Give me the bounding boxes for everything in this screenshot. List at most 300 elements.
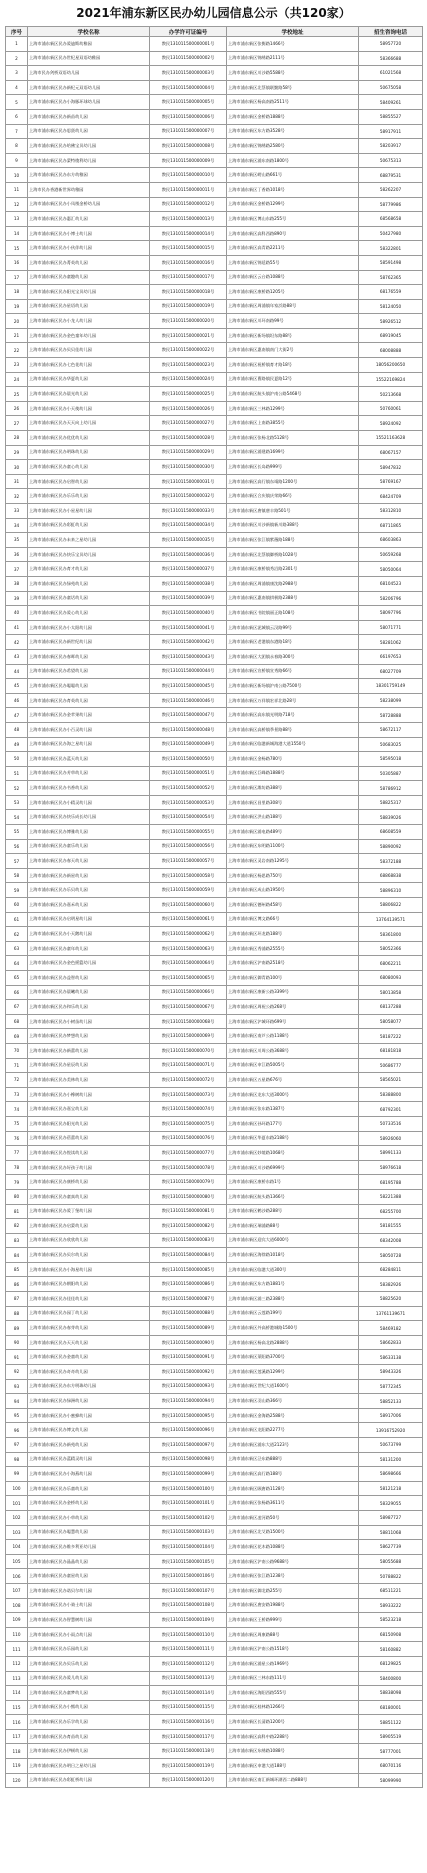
cell-license-number: 教民131011500000041号 — [150, 620, 227, 635]
table-row — [6, 489, 423, 504]
cell-address: 上海市浦东新区锦延路55号 — [227, 255, 359, 270]
cell-school-name: 上海市浦东新区民办星语幼儿园 — [28, 299, 150, 314]
cell-address: 上海市浦东新区浦东南路1800号 — [227, 153, 359, 168]
cell-phone: 58221388 — [359, 1189, 423, 1204]
table-row — [6, 1321, 423, 1336]
cell-school-name: 上海市浦东新区民办美林幼儿园 — [28, 1073, 150, 1088]
table-row — [6, 387, 423, 402]
cell-license-number: 教民131011500000027号 — [150, 416, 227, 431]
cell-address: 上海市浦东新区唐安路1988号 — [227, 1598, 359, 1613]
cell-license-number: 教民131011500000047号 — [150, 708, 227, 723]
cell-phone: 50760061 — [359, 401, 423, 416]
cell-phone: 58924092 — [359, 416, 423, 431]
table-row — [6, 883, 423, 898]
cell-phone: 50686777 — [359, 1058, 423, 1073]
table-row — [6, 1233, 423, 1248]
table-row — [6, 1613, 423, 1628]
cell-index: 88 — [6, 1306, 28, 1321]
cell-address: 上海市浦东新区凌河路50号 — [227, 1510, 359, 1525]
cell-license-number: 教民131011500000052号 — [150, 781, 227, 796]
cell-school-name: 上海市浦东新区民办童话幼儿园 — [28, 591, 150, 606]
cell-address: 上海市浦东新区莲溪路1299号 — [227, 1365, 359, 1380]
cell-license-number: 教民131011500000097号 — [150, 1438, 227, 1453]
cell-phone: 58917911 — [359, 124, 423, 139]
cell-school-name: 上海市浦东新区民办晨曦幼儿园 — [28, 985, 150, 1000]
cell-license-number: 教民131011500000042号 — [150, 635, 227, 650]
table-row — [6, 1131, 423, 1146]
cell-index: 20 — [6, 314, 28, 329]
cell-license-number: 教民131011500000005号 — [150, 95, 227, 110]
cell-license-number: 教民131011500000120号 — [150, 1773, 227, 1788]
cell-index: 1 — [6, 37, 28, 52]
cell-index: 100 — [6, 1481, 28, 1496]
cell-address: 上海市浦东新区世纪大道1600号 — [227, 1379, 359, 1394]
table-row — [6, 781, 423, 796]
cell-index: 57 — [6, 854, 28, 869]
cell-address: 上海市浦东新区浦三路2388号 — [227, 1292, 359, 1307]
cell-index: 104 — [6, 1540, 28, 1555]
cell-index: 76 — [6, 1131, 28, 1146]
cell-phone: 50675313 — [359, 153, 423, 168]
cell-phone: 68070116 — [359, 1759, 423, 1774]
cell-index: 119 — [6, 1759, 28, 1774]
cell-address: 上海市浦东新区顾唐路1128号 — [227, 1481, 359, 1496]
table-row — [6, 1569, 423, 1584]
cell-license-number: 教民131011500000022号 — [150, 343, 227, 358]
cell-phone: 15521163628 — [359, 431, 423, 446]
cell-index: 40 — [6, 606, 28, 621]
cell-address: 上海市浦东新区张江路1238号 — [227, 1569, 359, 1584]
cell-index: 34 — [6, 518, 28, 533]
cell-index: 30 — [6, 460, 28, 475]
cell-address: 上海市浦东新区王桥路999号 — [227, 1613, 359, 1628]
table-row — [6, 270, 423, 285]
cell-phone: 13761139671 — [359, 1306, 423, 1321]
table-row — [6, 1627, 423, 1642]
cell-license-number: 教民131011500000098号 — [150, 1452, 227, 1467]
cell-phone: 58388800 — [359, 1087, 423, 1102]
cell-license-number: 教民131011500000001号 — [150, 37, 227, 52]
cell-index: 25 — [6, 387, 28, 402]
cell-phone: 58769167 — [359, 474, 423, 489]
cell-phone: 58957720 — [359, 37, 423, 52]
cell-phone: 58013858 — [359, 985, 423, 1000]
table-row — [6, 124, 423, 139]
cell-phone: 68180001 — [359, 1700, 423, 1715]
table-row — [6, 679, 423, 694]
cell-license-number: 教民131011500000015号 — [150, 241, 227, 256]
cell-address: 上海市浦东新区莱阳路3700号 — [227, 1350, 359, 1365]
cell-phone: 58409261 — [359, 95, 423, 110]
cell-license-number: 教民131011500000064号 — [150, 956, 227, 971]
table-row — [6, 504, 423, 519]
cell-index: 9 — [6, 153, 28, 168]
cell-school-name: 上海市浦东新区民办贝乐幼儿园 — [28, 1656, 150, 1671]
cell-school-name: 上海市浦东新区民办育苗幼儿园 — [28, 1729, 150, 1744]
cell-index: 114 — [6, 1686, 28, 1701]
cell-address: 上海市浦东新区三林东路111号 — [227, 1671, 359, 1686]
cell-phone: 58181555 — [359, 1219, 423, 1234]
cell-phone: 58991133 — [359, 1146, 423, 1161]
cell-school-name: 上海市浦东新区民办欣欣幼儿园 — [28, 1233, 150, 1248]
cell-license-number: 教民131011500000065号 — [150, 971, 227, 986]
table-row — [6, 810, 423, 825]
column-header-index: 序号 — [6, 27, 28, 37]
table-row — [6, 1744, 423, 1759]
cell-license-number: 教民131011500000029号 — [150, 445, 227, 460]
cell-address: 上海市浦东新区高行路188号 — [227, 1467, 359, 1482]
table-row — [6, 226, 423, 241]
cell-license-number: 教民131011500000063号 — [150, 941, 227, 956]
table-row — [6, 912, 423, 927]
cell-license-number: 教民131011500000110号 — [150, 1627, 227, 1642]
table-row — [6, 1467, 423, 1482]
cell-address: 上海市浦东新区周浦镇年家浜路88号 — [227, 299, 359, 314]
cell-phone: 58811068 — [359, 1525, 423, 1540]
cell-school-name: 上海市浦东新区民办爱迪斯幼稚园 — [28, 37, 150, 52]
cell-phone: 58058077 — [359, 1014, 423, 1029]
cell-index: 32 — [6, 489, 28, 504]
cell-address: 上海市浦东新区川环南路99号 — [227, 314, 359, 329]
cell-index: 38 — [6, 576, 28, 591]
table-row — [6, 1219, 423, 1234]
table-row — [6, 664, 423, 679]
cell-index: 79 — [6, 1175, 28, 1190]
cell-address: 上海市浦东新区锦绣路2580号 — [227, 139, 359, 154]
cell-phone: 58633138 — [359, 1350, 423, 1365]
cell-phone: 58855527 — [359, 109, 423, 124]
cell-index: 67 — [6, 1000, 28, 1015]
cell-address: 上海市浦东新区老港镇东港路18号 — [227, 635, 359, 650]
cell-address: 上海市浦东新区五星路676号 — [227, 1073, 359, 1088]
cell-school-name: 上海市浦东新区民办奇奇幼儿园 — [28, 1365, 150, 1380]
cell-school-name: 上海市浦东新区民办小海豚环球幼儿园 — [28, 95, 150, 110]
table-row — [6, 985, 423, 1000]
cell-phone: 58762365 — [359, 270, 423, 285]
cell-school-name: 上海市浦东新区民办悦读幼儿园 — [28, 1146, 150, 1161]
cell-address: 上海市浦东新区浦建路1699号 — [227, 445, 359, 460]
cell-address: 上海市浦东新区高科中路2288号 — [227, 1729, 359, 1744]
cell-index: 15 — [6, 241, 28, 256]
table-row — [6, 1379, 423, 1394]
cell-index: 45 — [6, 679, 28, 694]
cell-index: 59 — [6, 883, 28, 898]
table-row — [6, 1116, 423, 1131]
cell-license-number: 教民131011500000025号 — [150, 387, 227, 402]
table-row — [6, 1189, 423, 1204]
cell-address: 上海市浦东新区海阳西路555号 — [227, 1686, 359, 1701]
cell-school-name: 上海市浦东新区民办爱儿幼儿园 — [28, 1671, 150, 1686]
cell-school-name: 上海市浦东新区民办童乐幼儿园 — [28, 839, 150, 854]
table-row — [6, 737, 423, 752]
table-row — [6, 839, 423, 854]
cell-license-number: 教民131011500000046号 — [150, 693, 227, 708]
table-row — [6, 401, 423, 416]
cell-index: 39 — [6, 591, 28, 606]
cell-address: 上海市浦东新区惠南镇拱极路2388号 — [227, 591, 359, 606]
cell-index: 105 — [6, 1554, 28, 1569]
table-row — [6, 1058, 423, 1073]
table-row — [6, 795, 423, 810]
cell-phone: 61021568 — [359, 66, 423, 81]
table-row — [6, 431, 423, 446]
cell-phone: 58121218 — [359, 1481, 423, 1496]
cell-address: 上海市浦东新区金桥路1299号 — [227, 197, 359, 212]
cell-address: 上海市浦东新区巨峰路1888号 — [227, 766, 359, 781]
cell-address: 上海市浦东新区川沙新镇新川路388号 — [227, 518, 359, 533]
cell-address: 上海市浦东新区高科西路890号 — [227, 226, 359, 241]
cell-address: 上海市浦东新区大团镇永春路300号 — [227, 649, 359, 664]
cell-index: 17 — [6, 270, 28, 285]
cell-address: 上海市浦东新区长清路1200号 — [227, 1715, 359, 1730]
table-row — [6, 1773, 423, 1788]
cell-license-number: 教民131011500000101号 — [150, 1496, 227, 1511]
cell-phone: 58926060 — [359, 1131, 423, 1146]
cell-index: 115 — [6, 1700, 28, 1715]
cell-address: 上海市浦东新区三林路1299号 — [227, 401, 359, 416]
cell-phone: 15522169824 — [359, 372, 423, 387]
cell-license-number: 教民131011500000010号 — [150, 168, 227, 183]
cell-index: 99 — [6, 1467, 28, 1482]
cell-license-number: 教民131011500000089号 — [150, 1321, 227, 1336]
cell-license-number: 教民131011500000073号 — [150, 1087, 227, 1102]
cell-school-name: 上海市浦东新区民办乐学幼儿园 — [28, 1715, 150, 1730]
cell-license-number: 教民131011500000061号 — [150, 912, 227, 927]
cell-index: 82 — [6, 1219, 28, 1234]
cell-license-number: 教民131011500000106号 — [150, 1569, 227, 1584]
cell-school-name: 上海市浦东新区民办菁英幼儿园 — [28, 255, 150, 270]
cell-license-number: 教民131011500000114号 — [150, 1686, 227, 1701]
cell-school-name: 上海市浦东新区民办佳佳幼儿园 — [28, 1292, 150, 1307]
cell-index: 87 — [6, 1292, 28, 1307]
cell-school-name: 上海市浦东新区民办乐园幼儿园 — [28, 1642, 150, 1657]
table-row — [6, 460, 423, 475]
cell-address: 上海市浦东新区锦绣路2111号 — [227, 51, 359, 66]
cell-phone: 58728888 — [359, 708, 423, 723]
cell-address: 上海市浦东新区张杨北路5128号 — [227, 431, 359, 446]
table-row — [6, 51, 423, 66]
cell-school-name: 上海市浦东新区民办智慧树幼儿园 — [28, 1613, 150, 1628]
cell-license-number: 教民131011500000057号 — [150, 854, 227, 869]
cell-phone: 68027709 — [359, 664, 423, 679]
cell-address: 上海市浦东新区康桥路1205号 — [227, 285, 359, 300]
cell-address: 上海市浦东新区秀浦路2555号 — [227, 941, 359, 956]
cell-license-number: 教民131011500000086号 — [150, 1277, 227, 1292]
cell-license-number: 教民131011500000066号 — [150, 985, 227, 1000]
cell-school-name: 上海市浦东新区民办快乐宝贝幼儿园 — [28, 547, 150, 562]
cell-school-name: 上海市浦东新区民办益智幼儿园 — [28, 971, 150, 986]
cell-school-name: 上海市浦东新区民办小天鹅幼儿园 — [28, 927, 150, 942]
cell-school-name: 上海市浦东新区民办金桥幼儿园 — [28, 1496, 150, 1511]
table-row — [6, 1510, 423, 1525]
table-row — [6, 1394, 423, 1409]
cell-phone: 58382926 — [359, 1277, 423, 1292]
cell-phone: 58238099 — [359, 693, 423, 708]
table-row — [6, 1000, 423, 1015]
cell-school-name: 上海市浦东新区民办晶晶幼儿园 — [28, 1554, 150, 1569]
cell-license-number: 教民131011500000030号 — [150, 460, 227, 475]
cell-school-name: 上海市浦东新区民办小太阳幼儿园 — [28, 620, 150, 635]
cell-index: 102 — [6, 1510, 28, 1525]
cell-school-name: 上海市浦东新区民办东方明珠幼儿园 — [28, 1379, 150, 1394]
cell-license-number: 教民131011500000003号 — [150, 66, 227, 81]
cell-phone: 58698666 — [359, 1467, 423, 1482]
cell-license-number: 教民131011500000092号 — [150, 1365, 227, 1380]
cell-index: 92 — [6, 1365, 28, 1380]
cell-license-number: 教民131011500000026号 — [150, 401, 227, 416]
cell-address: 上海市浦东新区周浦镇康沈路2988号 — [227, 576, 359, 591]
cell-index: 110 — [6, 1627, 28, 1642]
cell-school-name: 上海市浦东新区民办小百灵幼儿园 — [28, 722, 150, 737]
cell-license-number: 教民131011500000018号 — [150, 285, 227, 300]
cell-index: 51 — [6, 766, 28, 781]
cell-school-name: 上海市浦东新区民办博文幼儿园 — [28, 1423, 150, 1438]
cell-address: 上海市浦东新区沪南路2518号 — [227, 956, 359, 971]
table-row — [6, 1043, 423, 1058]
table-row — [6, 343, 423, 358]
table-row — [6, 197, 423, 212]
cell-phone: 58772345 — [359, 1379, 423, 1394]
cell-phone: 18301759149 — [359, 679, 423, 694]
cell-index: 85 — [6, 1262, 28, 1277]
cell-phone: 68062211 — [359, 956, 423, 971]
cell-school-name: 上海市浦东新区民办小凤凰金桥幼儿园 — [28, 197, 150, 212]
table-row — [6, 576, 423, 591]
table-row — [6, 868, 423, 883]
table-row — [6, 1335, 423, 1350]
cell-phone: 68603863 — [359, 533, 423, 548]
cell-phone: 58097796 — [359, 606, 423, 621]
cell-address: 上海市浦东新区瑞浦路88号 — [227, 1219, 359, 1234]
table-row — [6, 606, 423, 621]
cell-phone: 58777001 — [359, 1744, 423, 1759]
cell-phone: 50673799 — [359, 1438, 423, 1453]
cell-school-name: 上海市浦东新区民办维多利亚幼儿园 — [28, 1540, 150, 1555]
cell-license-number: 教民131011500000075号 — [150, 1116, 227, 1131]
cell-license-number: 教民131011500000074号 — [150, 1102, 227, 1117]
cell-phone: 58052366 — [359, 941, 423, 956]
cell-license-number: 教民131011500000100号 — [150, 1481, 227, 1496]
cell-phone: 58329055 — [359, 1496, 423, 1511]
cell-phone: 58055688 — [359, 1554, 423, 1569]
cell-license-number: 教民131011500000062号 — [150, 927, 227, 942]
table-row — [6, 854, 423, 869]
table-row — [6, 620, 423, 635]
cell-index: 81 — [6, 1204, 28, 1219]
cell-index: 31 — [6, 474, 28, 489]
cell-address: 上海市浦东新区高行镇东靖路1200号 — [227, 474, 359, 489]
cell-license-number: 教民131011500000103号 — [150, 1525, 227, 1540]
cell-address: 上海市浦东新区桂林路1266号 — [227, 1700, 359, 1715]
cell-school-name: 上海市浦东新区民办芳草幼儿园 — [28, 766, 150, 781]
cell-license-number: 教民131011500000115号 — [150, 1700, 227, 1715]
cell-address: 上海市浦东新区丁香路1018号 — [227, 182, 359, 197]
cell-school-name: 上海市浦东新区民办星辰幼儿园 — [28, 1058, 150, 1073]
cell-phone: 58933222 — [359, 1598, 423, 1613]
cell-phone: 68284811 — [359, 1262, 423, 1277]
cell-license-number: 教民131011500000031号 — [150, 474, 227, 489]
cell-address: 上海市浦东新区御北路255号 — [227, 1583, 359, 1598]
table-row — [6, 80, 423, 95]
table-row — [6, 1160, 423, 1175]
cell-school-name: 上海市浦东新区民办阳光宝贝幼儿园 — [28, 285, 150, 300]
cell-school-name: 上海市浦东新区民办童星幼儿园 — [28, 1569, 150, 1584]
cell-license-number: 教民131011500000019号 — [150, 299, 227, 314]
cell-school-name: 上海市浦东新区民办绿苑幼儿园 — [28, 576, 150, 591]
cell-address: 上海市浦东新区杨思路750号 — [227, 868, 359, 883]
cell-phone: 50659268 — [359, 547, 423, 562]
kindergarten-table — [5, 26, 423, 1788]
table-row — [6, 956, 423, 971]
cell-address: 上海市浦东新区唐镇唐丰路501号 — [227, 504, 359, 519]
cell-address: 上海市浦东新区川周公路3688号 — [227, 1043, 359, 1058]
cell-license-number: 教民131011500000036号 — [150, 547, 227, 562]
cell-school-name: 上海市浦东新区民办小海燕幼儿园 — [28, 1467, 150, 1482]
table-row — [6, 1729, 423, 1744]
cell-license-number: 教民131011500000051号 — [150, 766, 227, 781]
cell-phone: 58469182 — [359, 1321, 423, 1336]
cell-license-number: 教民131011500000082号 — [150, 1219, 227, 1234]
table-row — [6, 971, 423, 986]
cell-index: 52 — [6, 781, 28, 796]
cell-phone: 68608559 — [359, 825, 423, 840]
table-row — [6, 241, 423, 256]
cell-address: 上海市浦东新区惠南镇南门大街2号 — [227, 343, 359, 358]
cell-phone: 18056200650 — [359, 358, 423, 373]
cell-index: 58 — [6, 868, 28, 883]
table-row — [6, 1496, 423, 1511]
cell-index: 71 — [6, 1058, 28, 1073]
cell-school-name: 上海市浦东新区民办朝阳幼儿园 — [28, 1277, 150, 1292]
cell-index: 2 — [6, 51, 28, 66]
cell-license-number: 教民131011500000104号 — [150, 1540, 227, 1555]
cell-index: 42 — [6, 635, 28, 650]
cell-index: 13 — [6, 212, 28, 227]
cell-license-number: 教民131011500000118号 — [150, 1744, 227, 1759]
table-row — [6, 314, 423, 329]
cell-address: 上海市浦东新区妙境路1068号 — [227, 1146, 359, 1161]
cell-phone: 50788822 — [359, 1569, 423, 1584]
cell-school-name: 上海市浦东新区民办小橡树幼儿园 — [28, 1087, 150, 1102]
cell-phone: 68342008 — [359, 1233, 423, 1248]
cell-school-name: 上海市浦东新区民办未来之星幼儿园 — [28, 533, 150, 548]
cell-address: 上海市浦东新区北艾路1500号 — [227, 1525, 359, 1540]
cell-school-name: 上海市浦东新区民办博雅幼儿园 — [28, 825, 150, 840]
cell-index: 73 — [6, 1087, 28, 1102]
cell-index: 54 — [6, 810, 28, 825]
cell-address: 上海市浦东新区申港大道188号 — [227, 1759, 359, 1774]
cell-address: 上海市浦东新区崂山路661号 — [227, 168, 359, 183]
cell-school-name: 上海市浦东新区民办晨光幼儿园 — [28, 387, 150, 402]
table-row — [6, 1102, 423, 1117]
cell-phone: 68150908 — [359, 1627, 423, 1642]
cell-phone: 50305887 — [359, 766, 423, 781]
cell-license-number: 教民131011500000012号 — [150, 197, 227, 212]
cell-license-number: 教民131011500000014号 — [150, 226, 227, 241]
cell-phone: 68080093 — [359, 971, 423, 986]
cell-index: 109 — [6, 1613, 28, 1628]
cell-index: 55 — [6, 825, 28, 840]
table-row — [6, 1554, 423, 1569]
cell-address: 上海市浦东新区杨高南路2511号 — [227, 95, 359, 110]
cell-phone: 68195788 — [359, 1175, 423, 1190]
cell-index: 112 — [6, 1656, 28, 1671]
cell-address: 上海市浦东新区昌里路308号 — [227, 795, 359, 810]
cell-phone: 68104523 — [359, 576, 423, 591]
cell-school-name: 上海市浦东新区民办启明星幼儿园 — [28, 912, 150, 927]
cell-phone: 58312810 — [359, 504, 423, 519]
cell-phone: 58322801 — [359, 241, 423, 256]
